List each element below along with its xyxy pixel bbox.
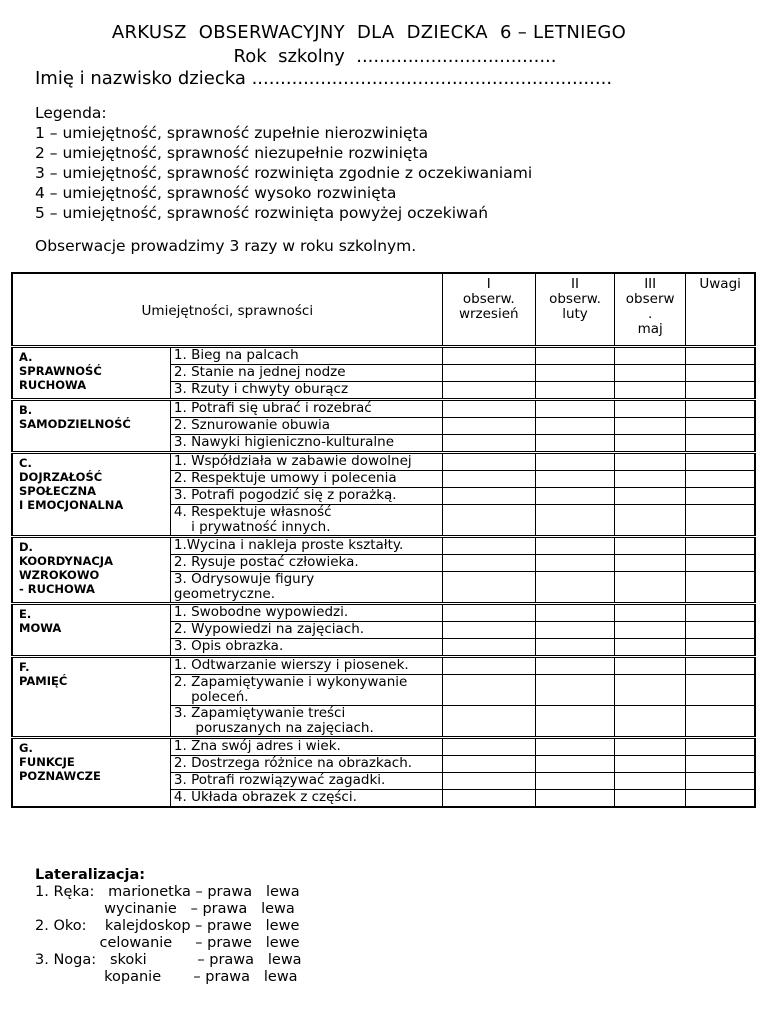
obs-3-cell[interactable] [615, 675, 686, 706]
obs-3-cell[interactable] [615, 435, 686, 453]
obs-2-cell[interactable] [535, 706, 614, 738]
obs-1-cell[interactable] [442, 738, 535, 756]
skill-item-cell: 3. Potrafi rozwiązywać zagadki. [170, 773, 442, 790]
table-row [12, 738, 755, 756]
obs-3-cell[interactable] [615, 790, 686, 808]
obs-3-cell[interactable] [615, 418, 686, 435]
legend-item: 5 – umiejętność, sprawność rozwinięta powyżej oczekiwań [35, 204, 489, 222]
obs-2-cell[interactable] [535, 505, 614, 537]
obs-1-cell[interactable] [442, 756, 535, 773]
header-skills: Umiejętności, sprawności [12, 273, 442, 347]
child-name-line: Imię i nazwisko dziecka ............................................................... [35, 68, 613, 89]
category-cell: G. FUNKCJE POZNAWCZE [12, 738, 170, 808]
obs-1-cell[interactable] [442, 537, 535, 555]
lateralization-row: 2. Oko: kalejdoskop – prawe lewe [35, 918, 300, 934]
obs-3-cell[interactable] [615, 382, 686, 400]
obs-2-cell[interactable] [535, 400, 614, 418]
obs-3-cell[interactable] [615, 555, 686, 572]
obs-3-cell[interactable] [615, 773, 686, 790]
table-row [12, 347, 755, 365]
obs-1-cell[interactable] [442, 622, 535, 639]
notes-cell[interactable] [686, 537, 755, 555]
table-row [12, 604, 755, 622]
notes-cell[interactable] [686, 418, 755, 435]
obs-2-cell[interactable] [535, 365, 614, 382]
notes-cell[interactable] [686, 706, 755, 738]
obs-1-cell[interactable] [442, 790, 535, 808]
table-row [12, 537, 755, 555]
obs-3-cell[interactable] [615, 453, 686, 471]
legend-item: 4 – umiejętność, sprawność wysoko rozwinięta [35, 184, 397, 202]
notes-cell[interactable] [686, 622, 755, 639]
notes-cell[interactable] [686, 555, 755, 572]
obs-1-cell[interactable] [442, 400, 535, 418]
notes-cell[interactable] [686, 382, 755, 400]
obs-1-cell[interactable] [442, 435, 535, 453]
legend [35, 103, 532, 223]
obs-2-cell[interactable] [535, 555, 614, 572]
skill-item-cell: 1.Wycina i nakleja proste kształty. [170, 537, 442, 555]
document-title: ARKUSZ OBSERWACYJNY DLA DZIECKA 6 – LETNIEGO [111, 22, 627, 43]
obs-3-cell[interactable] [615, 488, 686, 505]
notes-cell[interactable] [686, 365, 755, 382]
obs-1-cell[interactable] [442, 347, 535, 365]
notes-cell[interactable] [686, 453, 755, 471]
category-cell: A. SPRAWNOŚĆ RUCHOWA [12, 347, 170, 400]
obs-3-cell[interactable] [615, 706, 686, 738]
table-row [12, 400, 755, 418]
skill-item-cell: 2. Wypowiedzi na zajęciach. [170, 622, 442, 639]
obs-3-cell[interactable] [615, 505, 686, 537]
obs-2-cell[interactable] [535, 604, 614, 622]
category-cell: F. PAMIĘĆ [12, 657, 170, 738]
obs-2-cell[interactable] [535, 622, 614, 639]
lateralization-row: celowanie – prawe lewe [35, 935, 300, 951]
obs-3-cell[interactable] [615, 756, 686, 773]
notes-cell[interactable] [686, 347, 755, 365]
skill-item-cell: 1. Odtwarzanie wierszy i piosenek. [170, 657, 442, 675]
category-cell: E. MOWA [12, 604, 170, 657]
obs-3-cell[interactable] [615, 572, 686, 604]
obs-2-cell[interactable] [535, 657, 614, 675]
notes-cell[interactable] [686, 738, 755, 756]
obs-2-cell[interactable] [535, 418, 614, 435]
skill-item-cell: 3. Rzuty i chwyty oburącz [170, 382, 442, 400]
legend-item: 3 – umiejętność, sprawność rozwinięta zgodnie z oczekiwaniami [35, 164, 533, 182]
skill-item-cell: 4. Respektuje własność i prywatność innych. [170, 505, 442, 537]
notes-cell[interactable] [686, 604, 755, 622]
obs-1-cell[interactable] [442, 453, 535, 471]
lateralization [35, 867, 302, 986]
skill-item-cell: 2. Respektuje umowy i polecenia [170, 471, 442, 488]
table-row [12, 453, 755, 471]
category-cell: C. DOJRZAŁOŚĆ SPOŁECZNA I EMOCJONALNA [12, 453, 170, 537]
lateralization-row: 3. Noga: skoki – prawa lewa [35, 952, 302, 968]
obs-3-cell[interactable] [615, 738, 686, 756]
obs-1-cell[interactable] [442, 604, 535, 622]
header-notes: Uwagi [686, 273, 755, 347]
observation-note: Obserwacje prowadzimy 3 razy w roku szkolnym. [35, 237, 417, 255]
obs-1-cell[interactable] [442, 657, 535, 675]
skill-item-cell: 2. Rysuje postać człowieka. [170, 555, 442, 572]
skill-item-cell: 1. Współdziała w zabawie dowolnej [170, 453, 442, 471]
obs-3-cell[interactable] [615, 622, 686, 639]
header-obs-2: II obserw. luty [535, 273, 614, 347]
header-obs-1: I obserw. wrzesień [442, 273, 535, 347]
obs-2-cell[interactable] [535, 738, 614, 756]
skill-item-cell: 2. Sznurowanie obuwia [170, 418, 442, 435]
observation-table [11, 272, 756, 808]
skill-item-cell: 3. Odrysowuje figury geometryczne. [170, 572, 442, 604]
notes-cell[interactable] [686, 773, 755, 790]
obs-1-cell[interactable] [442, 471, 535, 488]
notes-cell[interactable] [686, 572, 755, 604]
obs-1-cell[interactable] [442, 488, 535, 505]
notes-cell[interactable] [686, 435, 755, 453]
legend-item: 1 – umiejętność, sprawność zupełnie nierozwinięta [35, 124, 429, 142]
obs-2-cell[interactable] [535, 639, 614, 657]
skill-item-cell: 1. Potrafi się ubrać i rozebrać [170, 400, 442, 418]
skill-item-cell: 1. Zna swój adres i wiek. [170, 738, 442, 756]
obs-2-cell[interactable] [535, 537, 614, 555]
obs-2-cell[interactable] [535, 790, 614, 808]
obs-3-cell[interactable] [615, 471, 686, 488]
obs-3-cell[interactable] [615, 365, 686, 382]
obs-1-cell[interactable] [442, 572, 535, 604]
obs-2-cell[interactable] [535, 435, 614, 453]
obs-3-cell[interactable] [615, 537, 686, 555]
obs-2-cell[interactable] [535, 347, 614, 365]
obs-1-cell[interactable] [442, 505, 535, 537]
obs-1-cell[interactable] [442, 418, 535, 435]
obs-2-cell[interactable] [535, 773, 614, 790]
category-cell: D. KOORDYNACJA WZROKOWO - RUCHOWA [12, 537, 170, 604]
skill-item-cell: 3. Opis obrazka. [170, 639, 442, 657]
obs-2-cell[interactable] [535, 382, 614, 400]
table-body [12, 347, 755, 808]
obs-1-cell[interactable] [442, 773, 535, 790]
obs-3-cell[interactable] [615, 347, 686, 365]
school-year-line: Rok szkolny ................................... [233, 46, 557, 67]
obs-3-cell[interactable] [615, 657, 686, 675]
skill-item-cell: 4. Układa obrazek z części. [170, 790, 442, 808]
header-obs-3: III obserw . maj [615, 273, 686, 347]
obs-1-cell[interactable] [442, 555, 535, 572]
obs-2-cell[interactable] [535, 453, 614, 471]
category-cell: B. SAMODZIELNOŚĆ [12, 400, 170, 453]
notes-cell[interactable] [686, 400, 755, 418]
obs-1-cell[interactable] [442, 706, 535, 738]
notes-cell[interactable] [686, 639, 755, 657]
lateralization-row: wycinanie – prawa lewa [35, 901, 295, 917]
notes-cell[interactable] [686, 790, 755, 808]
notes-cell[interactable] [686, 675, 755, 706]
table-header-row [12, 273, 755, 347]
obs-1-cell[interactable] [442, 639, 535, 657]
obs-2-cell[interactable] [535, 471, 614, 488]
legend-item: 2 – umiejętność, sprawność niezupełnie rozwinięta [35, 144, 429, 162]
obs-1-cell[interactable] [442, 365, 535, 382]
obs-3-cell[interactable] [615, 604, 686, 622]
obs-2-cell[interactable] [535, 675, 614, 706]
notes-cell[interactable] [686, 657, 755, 675]
skill-item-cell: 3. Potrafi pogodzić się z porażką. [170, 488, 442, 505]
skill-item-cell: 1. Swobodne wypowiedzi. [170, 604, 442, 622]
skill-item-cell: 2. Zapamiętywanie i wykonywanie poleceń. [170, 675, 442, 706]
skill-item-cell: 3. Zapamiętywanie treści poruszanych na zajęciach. [170, 706, 442, 738]
obs-3-cell[interactable] [615, 639, 686, 657]
notes-cell[interactable] [686, 471, 755, 488]
obs-2-cell[interactable] [535, 756, 614, 773]
obs-2-cell[interactable] [535, 488, 614, 505]
obs-2-cell[interactable] [535, 572, 614, 604]
lateralization-row: kopanie – prawa lewa [35, 969, 298, 985]
notes-cell[interactable] [686, 756, 755, 773]
notes-cell[interactable] [686, 488, 755, 505]
legend-title: Legenda: [35, 104, 107, 122]
lateralization-title: Lateralizacja: [35, 867, 146, 883]
skill-item-cell: 2. Dostrzega różnice na obrazkach. [170, 756, 442, 773]
obs-1-cell[interactable] [442, 675, 535, 706]
skill-item-cell: 3. Nawyki higieniczno-kulturalne [170, 435, 442, 453]
skill-item-cell: 1. Bieg na palcach [170, 347, 442, 365]
lateralization-row: 1. Ręka: marionetka – prawa lewa [35, 884, 300, 900]
obs-1-cell[interactable] [442, 382, 535, 400]
obs-3-cell[interactable] [615, 400, 686, 418]
table-row [12, 657, 755, 675]
skill-item-cell: 2. Stanie na jednej nodze [170, 365, 442, 382]
notes-cell[interactable] [686, 505, 755, 537]
